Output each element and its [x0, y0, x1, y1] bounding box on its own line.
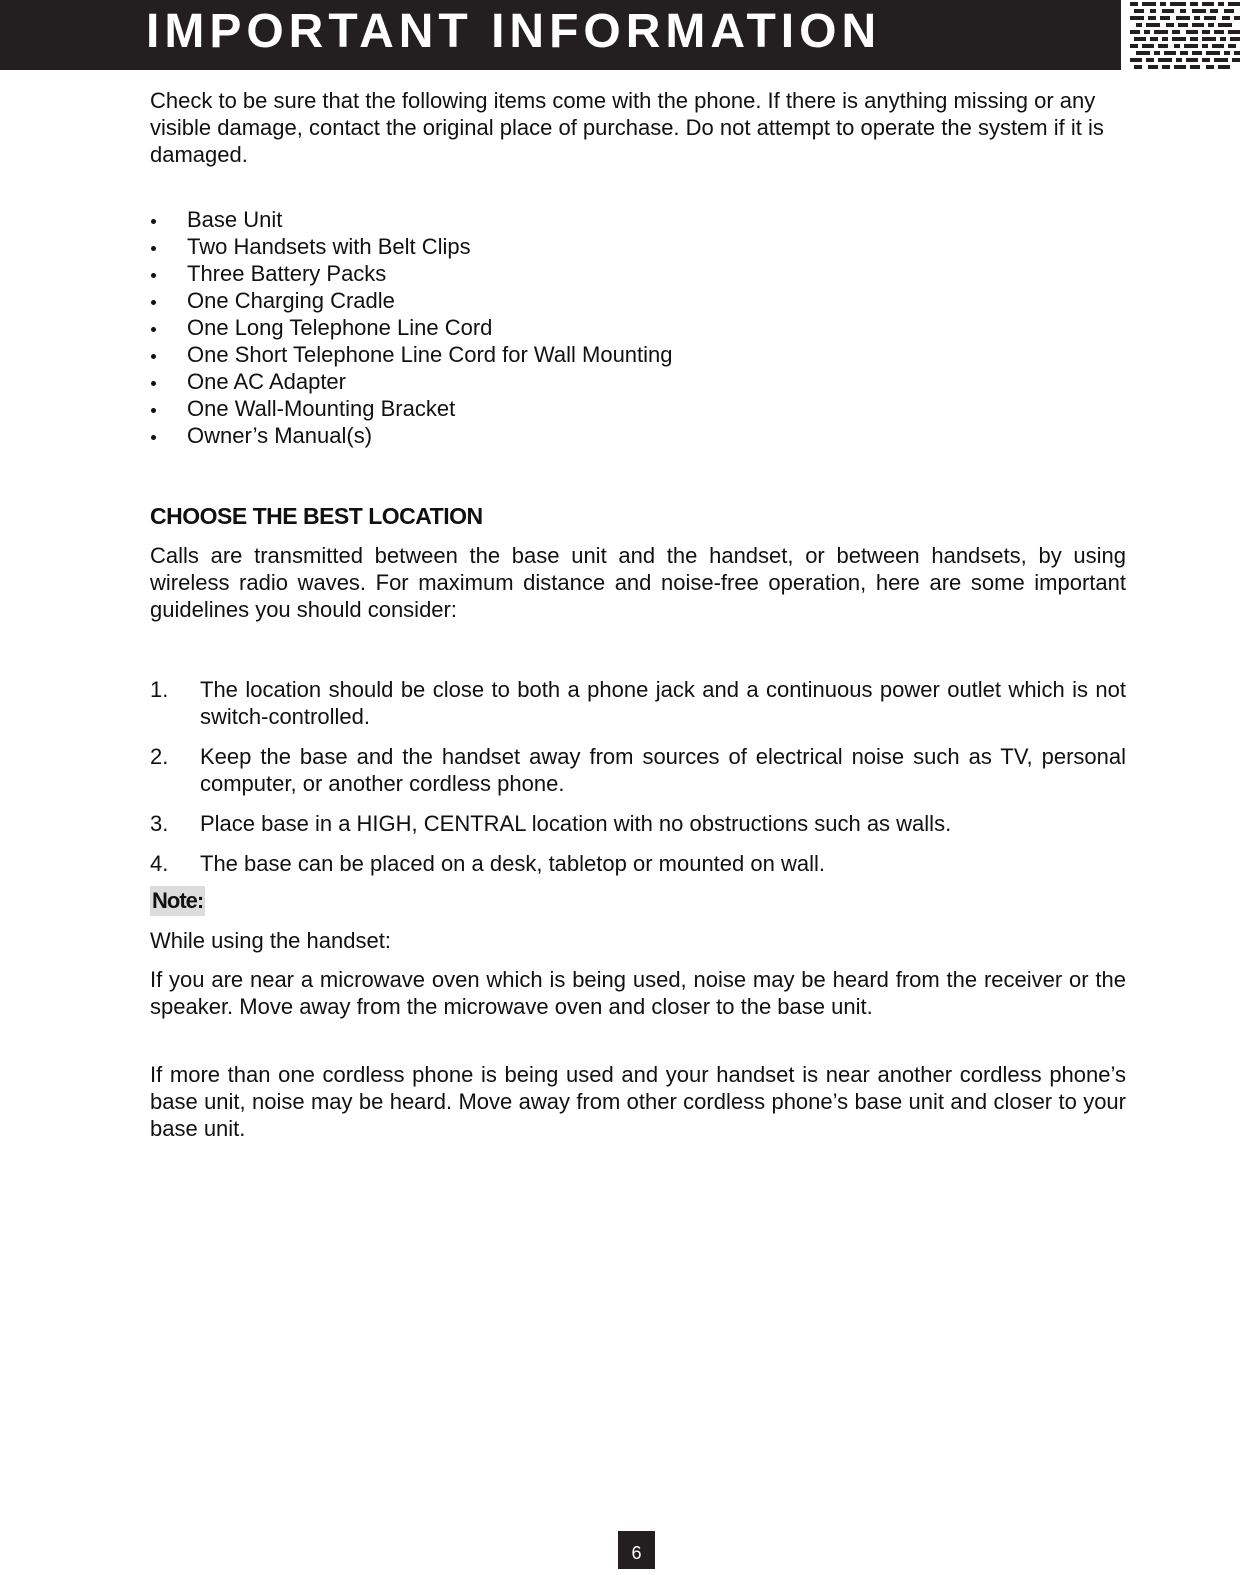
- list-item: One Wall-Mounting Bracket: [150, 395, 673, 422]
- list-item: One Short Telephone Line Cord for Wall Mounting: [150, 341, 673, 368]
- list-number: 4.: [150, 851, 169, 876]
- intro-paragraph: Check to be sure that the following items come with the phone. If there is anything missing or any visible damage, contact the original place of purchase. Do not attempt to operate the system if it is damaged.: [150, 88, 1104, 167]
- list-item: [150, 676, 1126, 730]
- list-number: 2.: [150, 744, 169, 769]
- list-number: 3.: [150, 811, 169, 836]
- section-heading: CHOOSE THE BEST LOCATION: [150, 503, 483, 529]
- list-number: 1.: [150, 677, 169, 702]
- list-item: [150, 850, 1126, 877]
- guidelines-list: [150, 676, 1126, 890]
- note-label: Note:: [150, 886, 205, 916]
- section-intro-paragraph: Calls are transmitted between the base unit and the handset, or between handsets, by using wireless radio waves. For maximum distance and noise-free operation, here are some important guidelines you should consider:: [150, 543, 1126, 622]
- package-contents-list: [150, 206, 673, 449]
- note-lead: While using the handset:: [150, 928, 391, 953]
- page-title: IMPORTANT INFORMATION: [146, 5, 882, 58]
- header-bar: [0, 0, 1121, 70]
- list-item: One Long Telephone Line Cord: [150, 314, 673, 341]
- list-item: [150, 810, 1126, 837]
- list-item: Owner’s Manual(s): [150, 422, 673, 449]
- list-item: [150, 743, 1126, 797]
- list-item: Two Handsets with Belt Clips: [150, 233, 673, 260]
- decorative-pattern-icon: [1130, 0, 1240, 70]
- list-item: One Charging Cradle: [150, 287, 673, 314]
- list-item: Base Unit: [150, 206, 673, 233]
- list-item: Three Battery Packs: [150, 260, 673, 287]
- list-text: The base can be placed on a desk, tabletop or mounted on wall.: [200, 851, 825, 876]
- list-item: One AC Adapter: [150, 368, 673, 395]
- list-text: Place base in a HIGH, CENTRAL location with no obstructions such as walls.: [200, 811, 952, 836]
- list-text: Keep the base and the handset away from sources of electrical noise such as TV, personal computer, or another cordless phone.: [200, 744, 1126, 796]
- note-paragraph-1: If you are near a microwave oven which is being used, noise may be heard from the receiver or the speaker. Move away from the microwave oven and closer to the base unit.: [150, 967, 1126, 1019]
- note-paragraph-2: If more than one cordless phone is being used and your handset is near another cordless phone’s base unit, noise may be heard. Move away from other cordless phone’s base unit and closer to your base unit.: [150, 1062, 1126, 1141]
- list-text: The location should be close to both a phone jack and a continuous power outlet which is not switch-controlled.: [200, 677, 1126, 729]
- page-number: 6: [618, 1531, 655, 1569]
